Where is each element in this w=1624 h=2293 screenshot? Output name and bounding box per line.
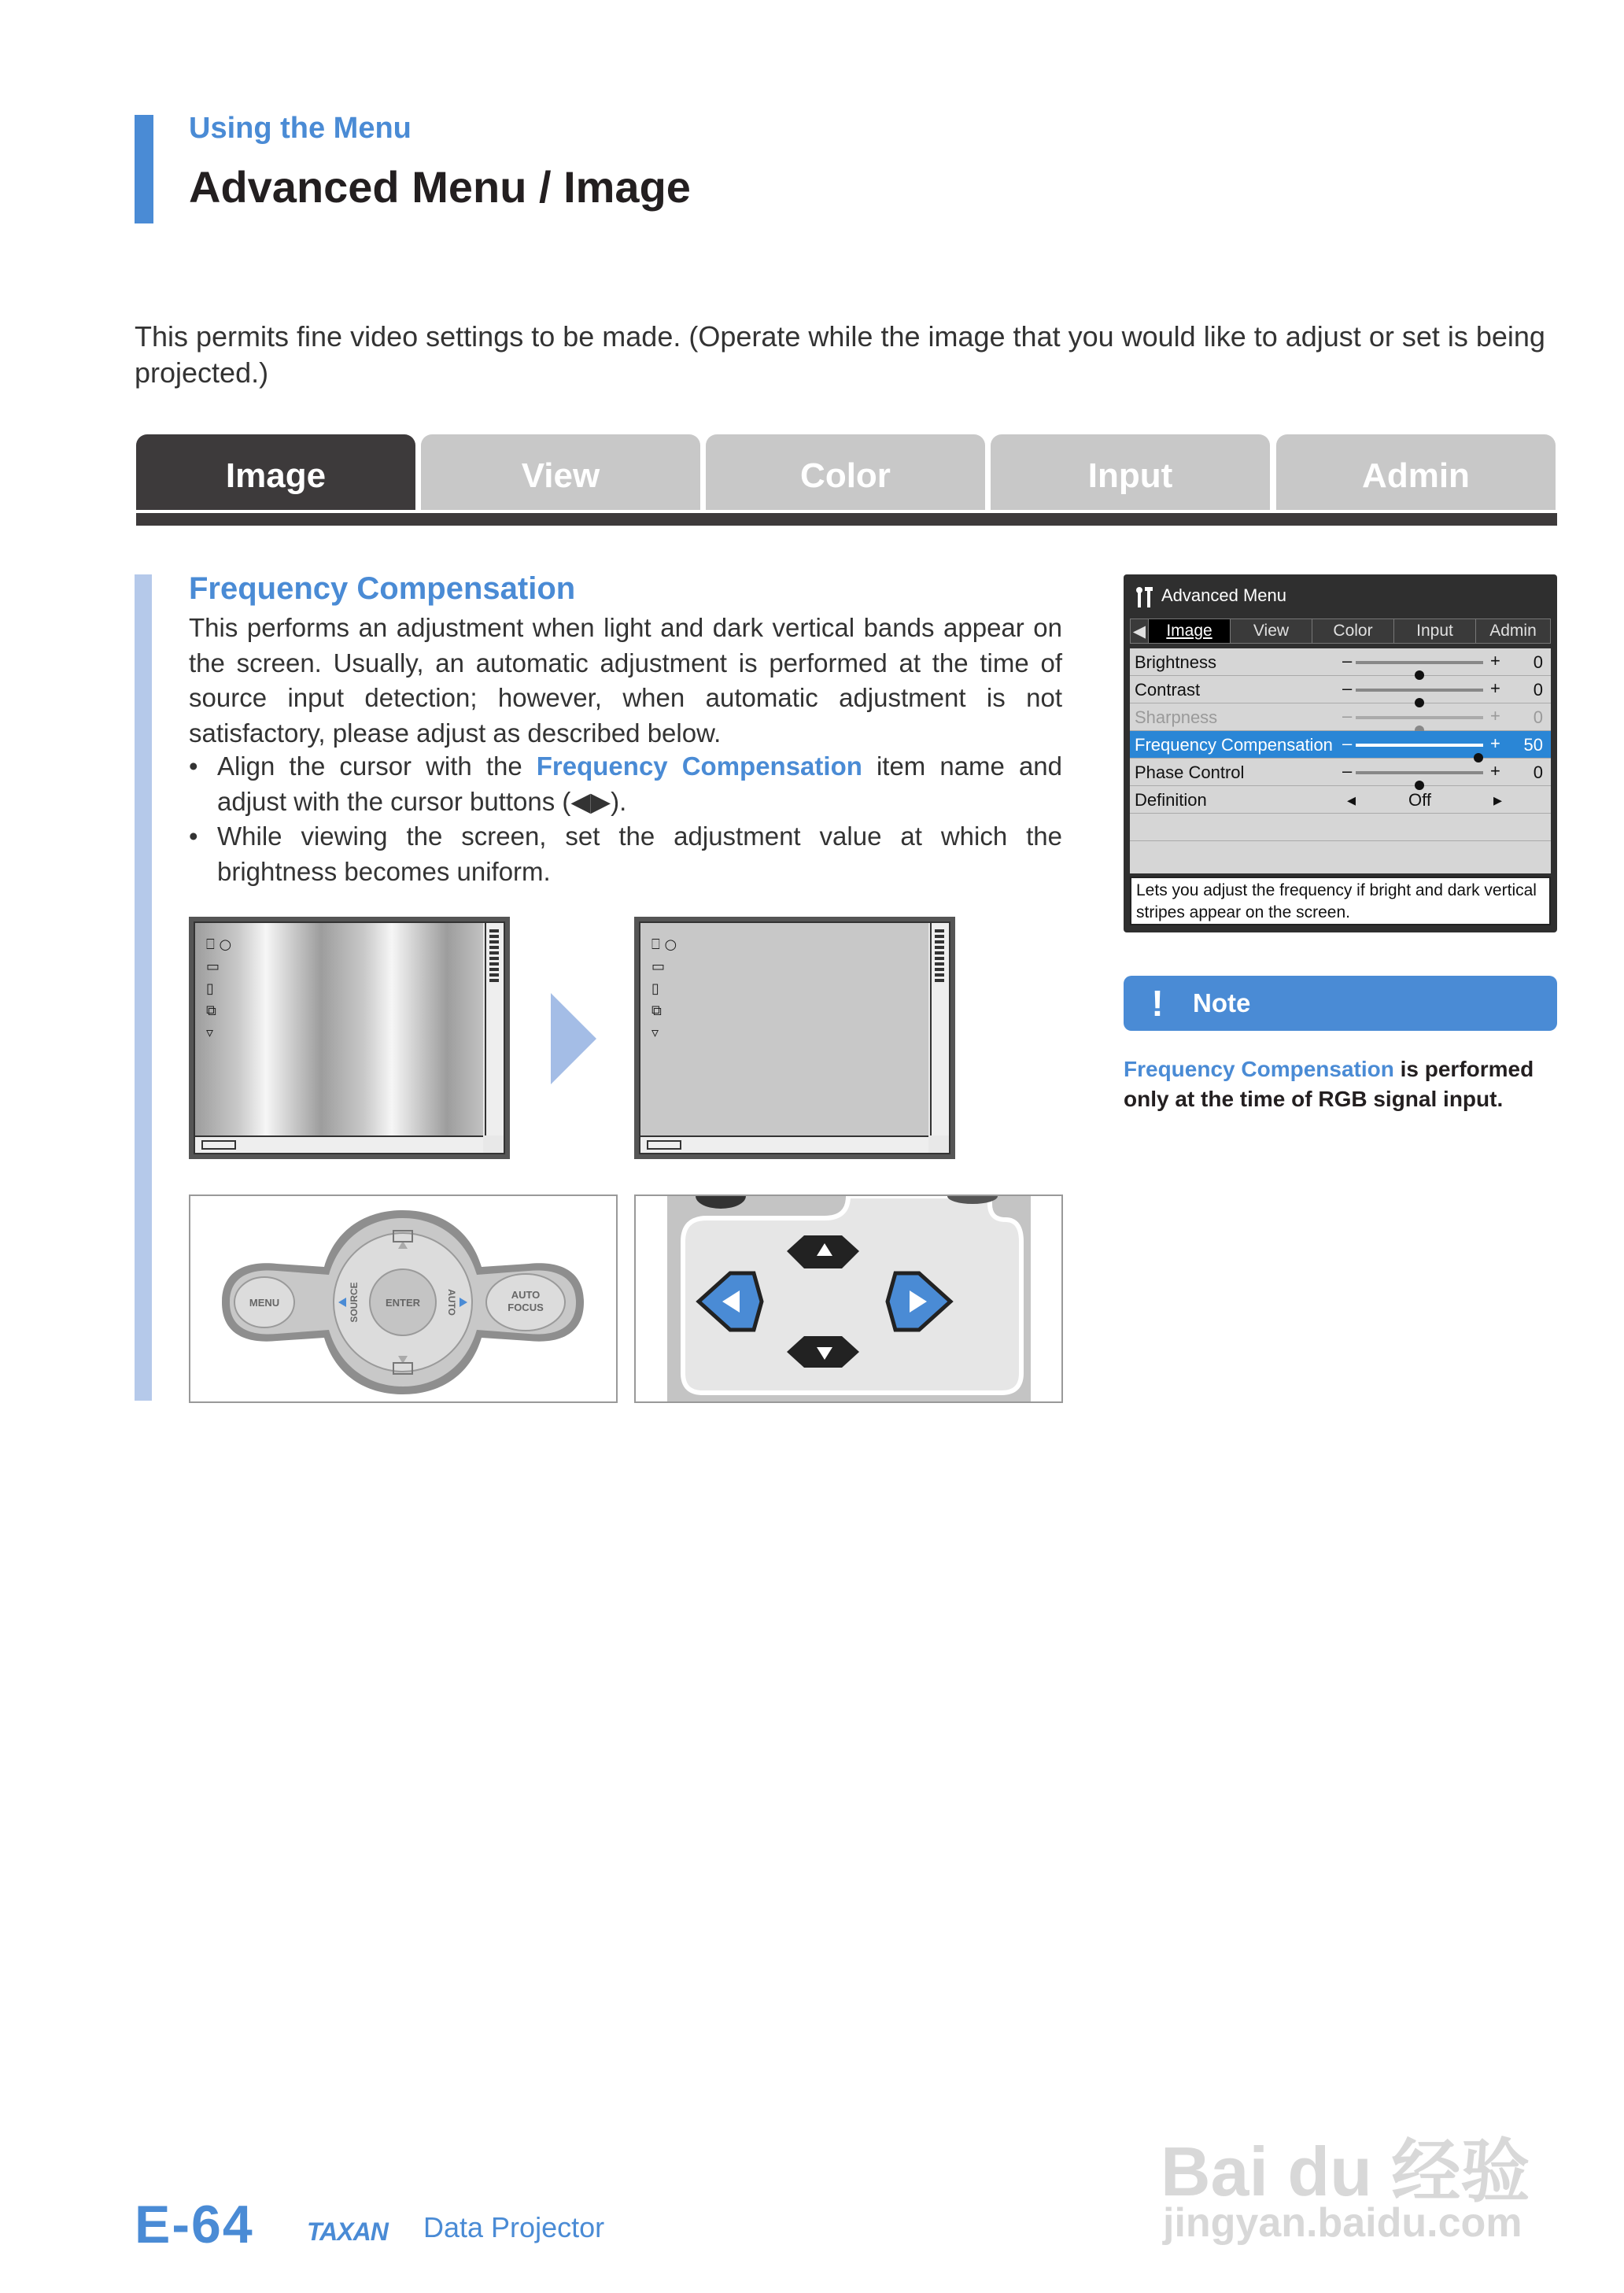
slider-track (1356, 744, 1483, 747)
tab-color: Color (706, 434, 985, 510)
plus-sign: + (1490, 651, 1500, 670)
menu-row-sharpness (1130, 703, 1551, 731)
menu-tab-bar (1130, 618, 1551, 644)
section-heading: Frequency Compensation (189, 571, 576, 606)
row-value: Off (1408, 790, 1431, 810)
menu-row-phase-control (1130, 759, 1551, 786)
section-side-bar (135, 574, 152, 1401)
row-label: Phase Control (1135, 762, 1245, 782)
source-label: SOURCE (349, 1282, 360, 1323)
row-label: Frequency Compensation (1135, 735, 1333, 755)
watermark-url: jingyan.baidu.com (1163, 2200, 1522, 2246)
note-title: Note (1193, 988, 1251, 1017)
bullet-text: Align the cursor with the (217, 751, 537, 781)
auto-focus-label-1: AUTO (511, 1289, 541, 1301)
arrow-right-icon (551, 993, 596, 1084)
plus-sign: + (1490, 733, 1500, 753)
list-item: • While viewing the screen, set the adjustment value at which the brightness becomes uniform. (189, 819, 1062, 889)
tab-input: Input (991, 434, 1270, 510)
screen-after-illustration (634, 917, 955, 1159)
exclamation-icon: ! (1151, 983, 1164, 1024)
row-value: 0 (1533, 762, 1543, 782)
minus-sign: – (1342, 706, 1353, 726)
intro-paragraph: This permits fine video settings to be made. (Operate while the image that you would like to adjust or set is being projected.) (135, 320, 1545, 389)
desktop-icons: ⎕ ○ ▭ ▯ ⧉ ▿ (651, 936, 677, 1041)
instruction-list (189, 749, 1062, 889)
minus-sign: – (1342, 733, 1353, 753)
product-name: Data Projector (423, 2211, 605, 2243)
horizontal-scrollbar (195, 1135, 483, 1153)
menu-button-label: MENU (249, 1297, 280, 1309)
menu-row-empty (1130, 814, 1551, 841)
tab-image: Image (136, 434, 415, 510)
tab-admin: Admin (1276, 434, 1556, 510)
row-label: Definition (1135, 790, 1207, 810)
plus-sign: + (1490, 678, 1500, 698)
menu-row-empty (1130, 841, 1551, 869)
menu-items (1130, 648, 1551, 873)
menu-row-contrast (1130, 676, 1551, 703)
section-body: This performs an adjustment when light and dark vertical bands appear on the screen. Usually, an automatic adjustment is performed at the time of source input detection; however, when automatic adjustment is not satisfactory, please adjust as described below. (189, 613, 1062, 748)
note-header (1124, 976, 1557, 1031)
plus-sign: + (1490, 706, 1500, 726)
menu-tab-view: View (1230, 619, 1312, 643)
tab-scroll-left-icon: ◀ (1132, 622, 1146, 641)
menu-description: Lets you adjust the frequency if bright and dark vertical stripes appear on the screen. (1130, 877, 1551, 925)
menu-row-definition (1130, 786, 1551, 814)
minus-sign: – (1342, 651, 1353, 670)
list-item (189, 749, 1062, 819)
section-label: Using the Menu (189, 112, 412, 145)
menu-row-frequency-compensation (1130, 731, 1551, 759)
slider-track (1356, 689, 1483, 692)
plus-sign: + (1490, 761, 1500, 781)
slider-track (1356, 661, 1483, 664)
caret-right-icon: ▸ (1493, 790, 1503, 810)
control-panel-illustration (189, 1195, 618, 1403)
slider-track (1356, 771, 1483, 774)
remote-control-illustration (634, 1195, 1063, 1403)
menu-tab-color: Color (1312, 619, 1393, 643)
row-value: 0 (1533, 707, 1543, 727)
vertical-scrollbar (485, 923, 504, 1135)
control-panel-drawing (190, 1196, 616, 1401)
auto-focus-label-2: FOCUS (507, 1302, 544, 1313)
highlight-term: Frequency Compensation (1124, 1057, 1394, 1081)
header-accent-bar (135, 115, 153, 223)
note-text (1124, 1054, 1557, 1114)
note-body: is performed only at the time of RGB signal input. (1124, 1057, 1534, 1111)
brand-logo: TAXAN (307, 2217, 388, 2246)
auto-label: AUTO (446, 1289, 457, 1316)
bullet-text: item name and adjust with the cursor buttons (◀▶). (217, 751, 1062, 816)
slider-track (1356, 716, 1483, 719)
screen-before-illustration (189, 917, 510, 1159)
minus-sign: – (1342, 761, 1353, 781)
vertical-scrollbar (930, 923, 949, 1135)
tab-view: View (421, 434, 700, 510)
row-value: 0 (1533, 652, 1543, 672)
menu-tab-input: Input (1393, 619, 1475, 643)
row-value: 50 (1523, 735, 1543, 755)
remote-drawing (636, 1196, 1061, 1401)
menu-tab-image: Image (1148, 619, 1230, 643)
menu-tab-admin: Admin (1475, 619, 1550, 643)
horizontal-scrollbar (640, 1135, 928, 1153)
row-label: Brightness (1135, 652, 1216, 672)
highlight-term: Frequency Compensation (536, 751, 862, 781)
menu-title: Advanced Menu (1161, 585, 1286, 605)
minus-sign: – (1342, 678, 1353, 698)
menu-row-brightness (1130, 648, 1551, 676)
wrench-icon (1135, 585, 1155, 609)
uniform-screen (640, 923, 928, 1135)
page-title: Advanced Menu / Image (189, 162, 691, 212)
enter-button-label: ENTER (385, 1297, 421, 1309)
row-label: Contrast (1135, 680, 1201, 700)
vertical-bands (195, 923, 483, 1135)
advanced-menu-screenshot (1124, 574, 1557, 932)
tab-underline (136, 513, 1557, 526)
caret-left-icon: ◂ (1347, 790, 1356, 810)
desktop-icons: ⎕ ○ ▭ ▯ ⧉ ▿ (206, 936, 232, 1041)
row-label: Sharpness (1135, 707, 1218, 727)
menu-tab-strip (136, 434, 1557, 513)
page-number: E-64 (135, 2195, 254, 2254)
watermark-logo: Bai du 经验 (1161, 2132, 1530, 2210)
row-value: 0 (1533, 680, 1543, 700)
